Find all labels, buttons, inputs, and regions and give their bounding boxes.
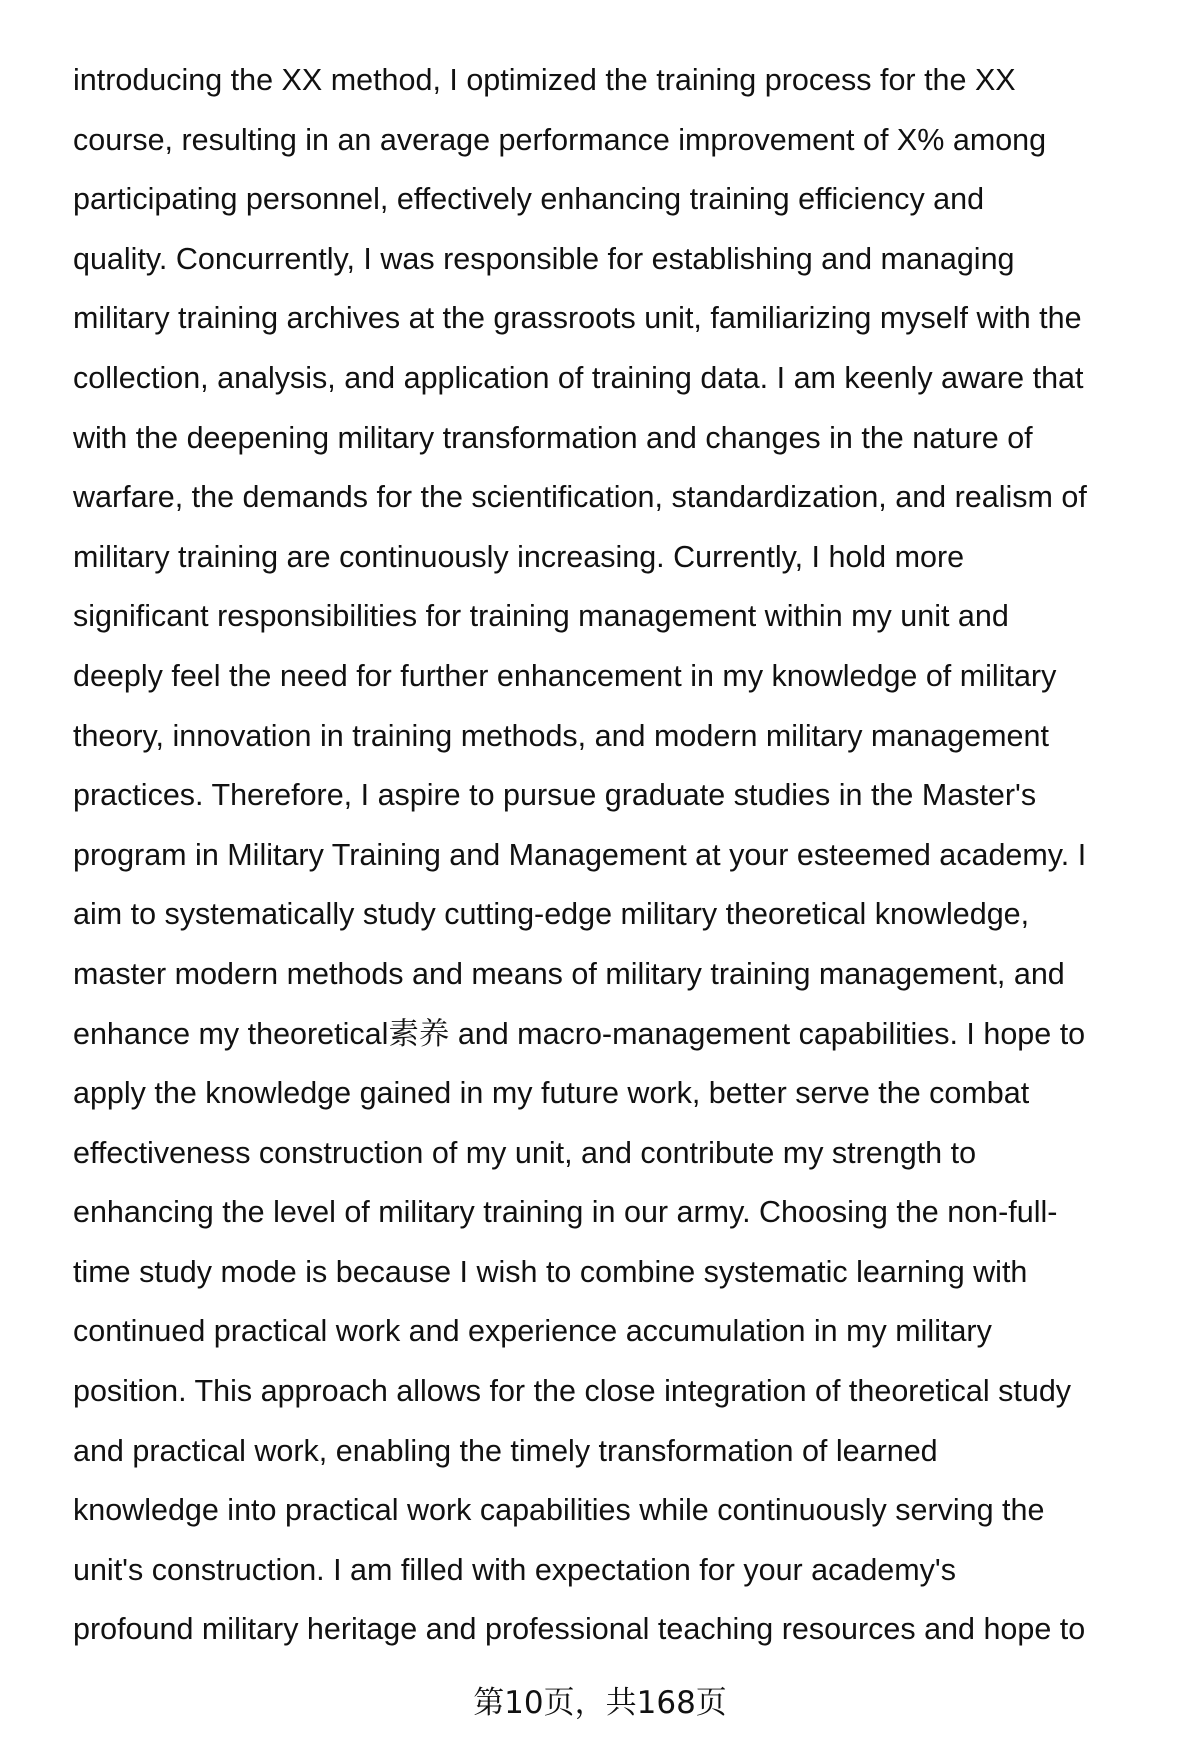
text-line: knowledge into practical work capabilities while continuously serving the	[73, 1493, 1045, 1528]
text-line: enhancing the level of military training in our army. Choosing the non-full-	[73, 1195, 1058, 1230]
text-line: with the deepening military transformation and changes in the nature of	[73, 420, 1033, 455]
text-line: significant responsibilities for training management within my unit and	[73, 599, 1009, 634]
text-line: enhance my theoretical素养 and macro-management capabilities. I hope to	[73, 1016, 1086, 1051]
text-line: program in Military Training and Management at your esteemed academy. I	[73, 837, 1087, 872]
text-line: warfare, the demands for the scientification, standardization, and realism of	[73, 480, 1087, 515]
text-line: position. This approach allows for the close integration of theoretical study	[73, 1374, 1072, 1409]
page-number-footer: 第10页，共168页	[473, 1685, 727, 1721]
text-line: introducing the XX method, I optimized the training process for the XX	[73, 63, 1016, 97]
text-line: practices. Therefore, I aspire to pursue graduate studies in the Master's	[73, 778, 1037, 813]
text-line: course, resulting in an average performance improvement of X% among	[73, 122, 1047, 157]
document-body	[73, 58, 1087, 1667]
text-line: deeply feel the need for further enhancement in my knowledge of military	[73, 658, 1057, 693]
text-line: and practical work, enabling the timely transformation of learned	[73, 1433, 938, 1468]
text-line: participating personnel, effectively enhancing training efficiency and	[73, 182, 985, 217]
text-line: continued practical work and experience accumulation in my military	[73, 1314, 992, 1349]
text-line: apply the knowledge gained in my future work, better serve the combat	[73, 1076, 1030, 1111]
text-line: unit's construction. I am filled with expectation for your academy's	[73, 1552, 956, 1587]
text-line: profound military heritage and professional teaching resources and hope to	[73, 1612, 1086, 1647]
text-line: time study mode is because I wish to combine systematic learning with	[73, 1254, 1028, 1289]
text-line: collection, analysis, and application of training data. I am keenly aware that	[73, 360, 1084, 395]
text-line: master modern methods and means of military training management, and	[73, 956, 1065, 991]
text-line: effectiveness construction of my unit, and contribute my strength to	[73, 1135, 977, 1170]
text-line: military training archives at the grassroots unit, familiarizing myself with the	[73, 301, 1082, 336]
text-line: military training are continuously increasing. Currently, I hold more	[73, 539, 965, 574]
text-line: theory, innovation in training methods, and modern military management	[73, 718, 1049, 753]
text-line: aim to systematically study cutting-edge military theoretical knowledge,	[73, 897, 1030, 932]
text-line: quality. Concurrently, I was responsible for establishing and managing	[73, 241, 1015, 276]
